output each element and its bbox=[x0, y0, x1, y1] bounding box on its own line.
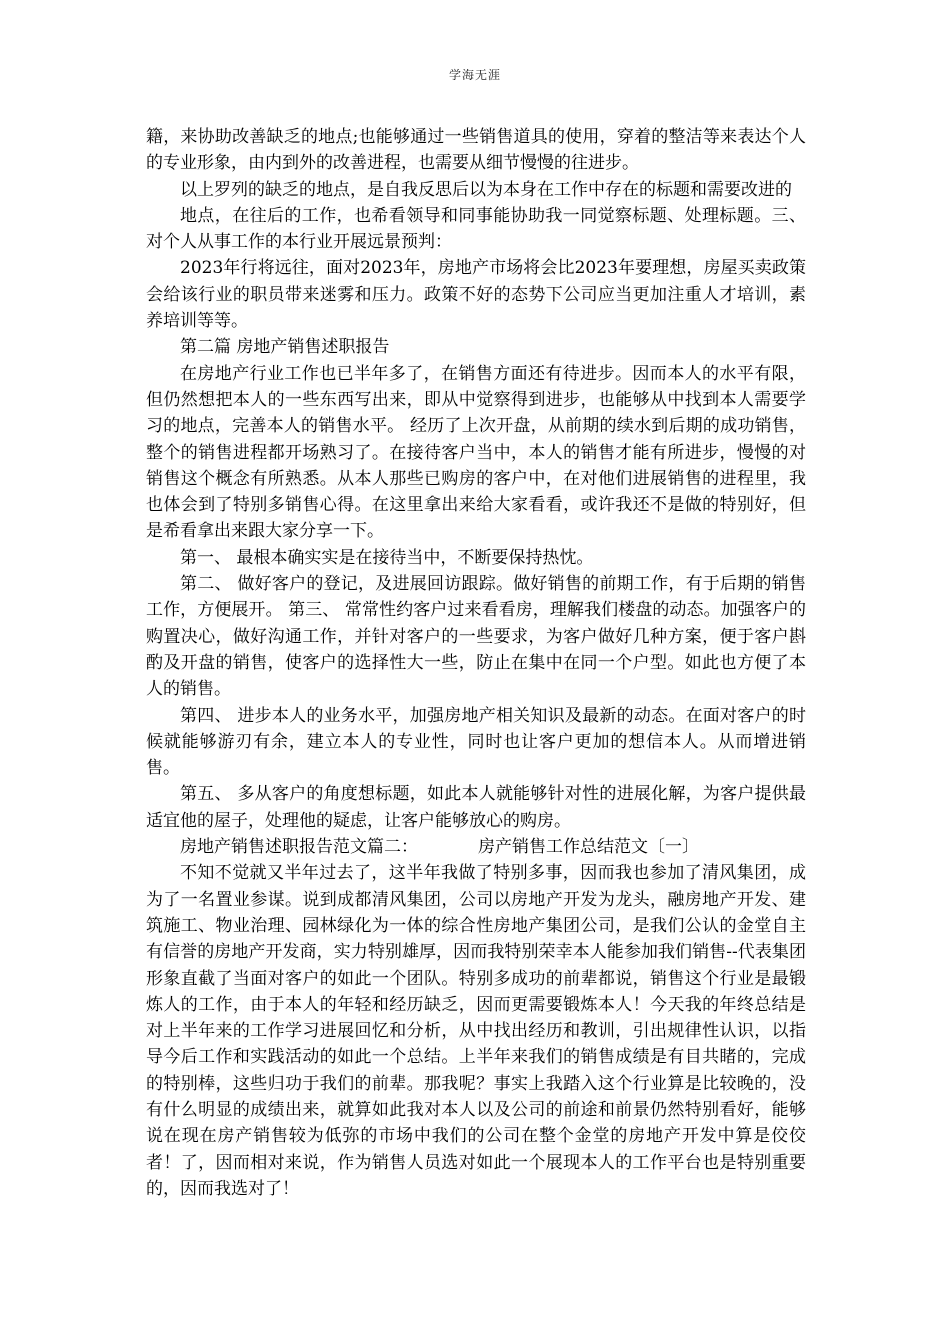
section-heading-part-two bbox=[146, 834, 806, 860]
paragraph-point-one: 第一、 最根本确实实是在接待当中，不断要保持热忱。 bbox=[180, 547, 594, 568]
section-heading-left: 房地产销售述职报告范文篇二： bbox=[180, 837, 418, 858]
paragraph-half-year-summary: 不知不觉就又半年过去了，这半年我做了特别多事，因而我也参加了清风集团，成为了一名置业参谋。说到成都清风集团，公司以房地产开发为龙头，融房地产开发、建筑施工、物业治理、园林绿化为一体的综合性房地产集团公司，是我们公认的金堂自主有信誉的房地产开发商，实力特别雄厚，因而我特别荣幸本人能参加我们销售--代表集团形象直截了当面对客户的如此一个团队。特别多成功的前辈都说，销售这个行业是最锻炼人的工作，由于本人的年轻和经历缺乏，因而更需要锻炼本人！今天我的年终总结是对上半年来的工作学习进展回忆和分析，从中找出经历和教训，引出规律性认识，以指导今后工作和实践活动的如此一个总结。上半年来我们的销售成绩是有目共睹的，完成的特别棒，这些归功于我们的前辈。那我呢？事实上我踏入这个行业算是比较晚的，没有什么明显的成绩出来，就算如此我对本人以及公司的前途和前景仍然特别看好，能够说在现在房产销售较为低弥的市场中我们的公司在整个金堂的房地产开发中算是佼佼者！了，因而相对来说，作为销售人员选对如此一个展现本人的工作平台也是特别重要的，因而我选对了！ bbox=[146, 863, 806, 1199]
paragraph-future-work: 地点，在往后的工作，也希看领导和同事能协助我一同觉察标题、处理标题。三、 对个人从事工作的本行业开展远景预判： bbox=[146, 205, 806, 253]
section-title-part-two: 第二篇 房地产销售述职报告 bbox=[180, 337, 390, 358]
page-header: 学海无涯 bbox=[448, 68, 501, 82]
paragraph-continuation: 籍，来协助改善缺乏的地点;也能够通过一些销售道具的使用，穿着的整洁等来表达个人的专业形象，由内到外的改善进程，也需要从细节慢慢的往进步。 bbox=[146, 127, 806, 174]
document-body bbox=[146, 124, 806, 1202]
paragraph-shortcomings: 以上罗列的缺乏的地点，是自我反思后以为本身在工作中存在的标题和需要改进的 bbox=[180, 179, 792, 200]
paragraph-point-five: 第五、 多从客户的角度想标题，如此本人就能够针对性的进展化解，为客户提供最适宜他的屋子，处理他的疑虑，让客户能够放心的购房。 bbox=[146, 784, 806, 831]
paragraph-market-outlook: 2023年行将远往，面对2023年，房地产市场将会比2023年要理想，房屋买卖政策会给该行业的职员带来迷雾和压力。政策不好的态势下公司应当更加注重人才培训，素养培训等等。 bbox=[146, 258, 806, 332]
section-heading-right: 房产销售工作总结范文〔一〕 bbox=[478, 837, 699, 858]
paragraph-sales-experience: 在房地产行业工作也已半年多了，在销售方面还有待进步。因而本人的水平有限，但仍然想把本人的一些东西写出来，即从中觉察得到进步，也能够从中找到本人需要学习的地点，完善本人的销售水平。 经历了上次开盘，从前期的续水到后期的成功销售，整个的销售进程都开场熟习了。在接待客户当中，本人的销售才能有所进步，慢慢的对销售这个概念有所熟悉。从本人那些已购房的客户中，在对他们进展销售的进程里，我也体会到了特别多销售心得。在这里拿出来给大家看看，或许我还不是做的特别好，但是希看拿出来跟大家分享一下。 bbox=[146, 363, 806, 542]
paragraph-point-two-three: 第二、 做好客户的登记，及进展回访跟踪。做好销售的前期工作，有于后期的销售工作，方便展开。 第三、 常常性约客户过来看看房，理解我们楼盘的动态。加强客户的购置决心，做好沟通工作，并针对客户的一些要求，为客户做好几种方案，便于客户斟酌及开盘的销售，使客户的选择性大一些，防止在集中在同一个户型。如此也方便了本人的销售。 bbox=[146, 574, 806, 700]
paragraph-point-four: 第四、 进步本人的业务水平，加强房地产相关知识及最新的动态。在面对客户的时候就能够游刃有余，建立本人的专业性，同时也让客户更加的想信本人。从而增进销售。 bbox=[146, 705, 806, 779]
